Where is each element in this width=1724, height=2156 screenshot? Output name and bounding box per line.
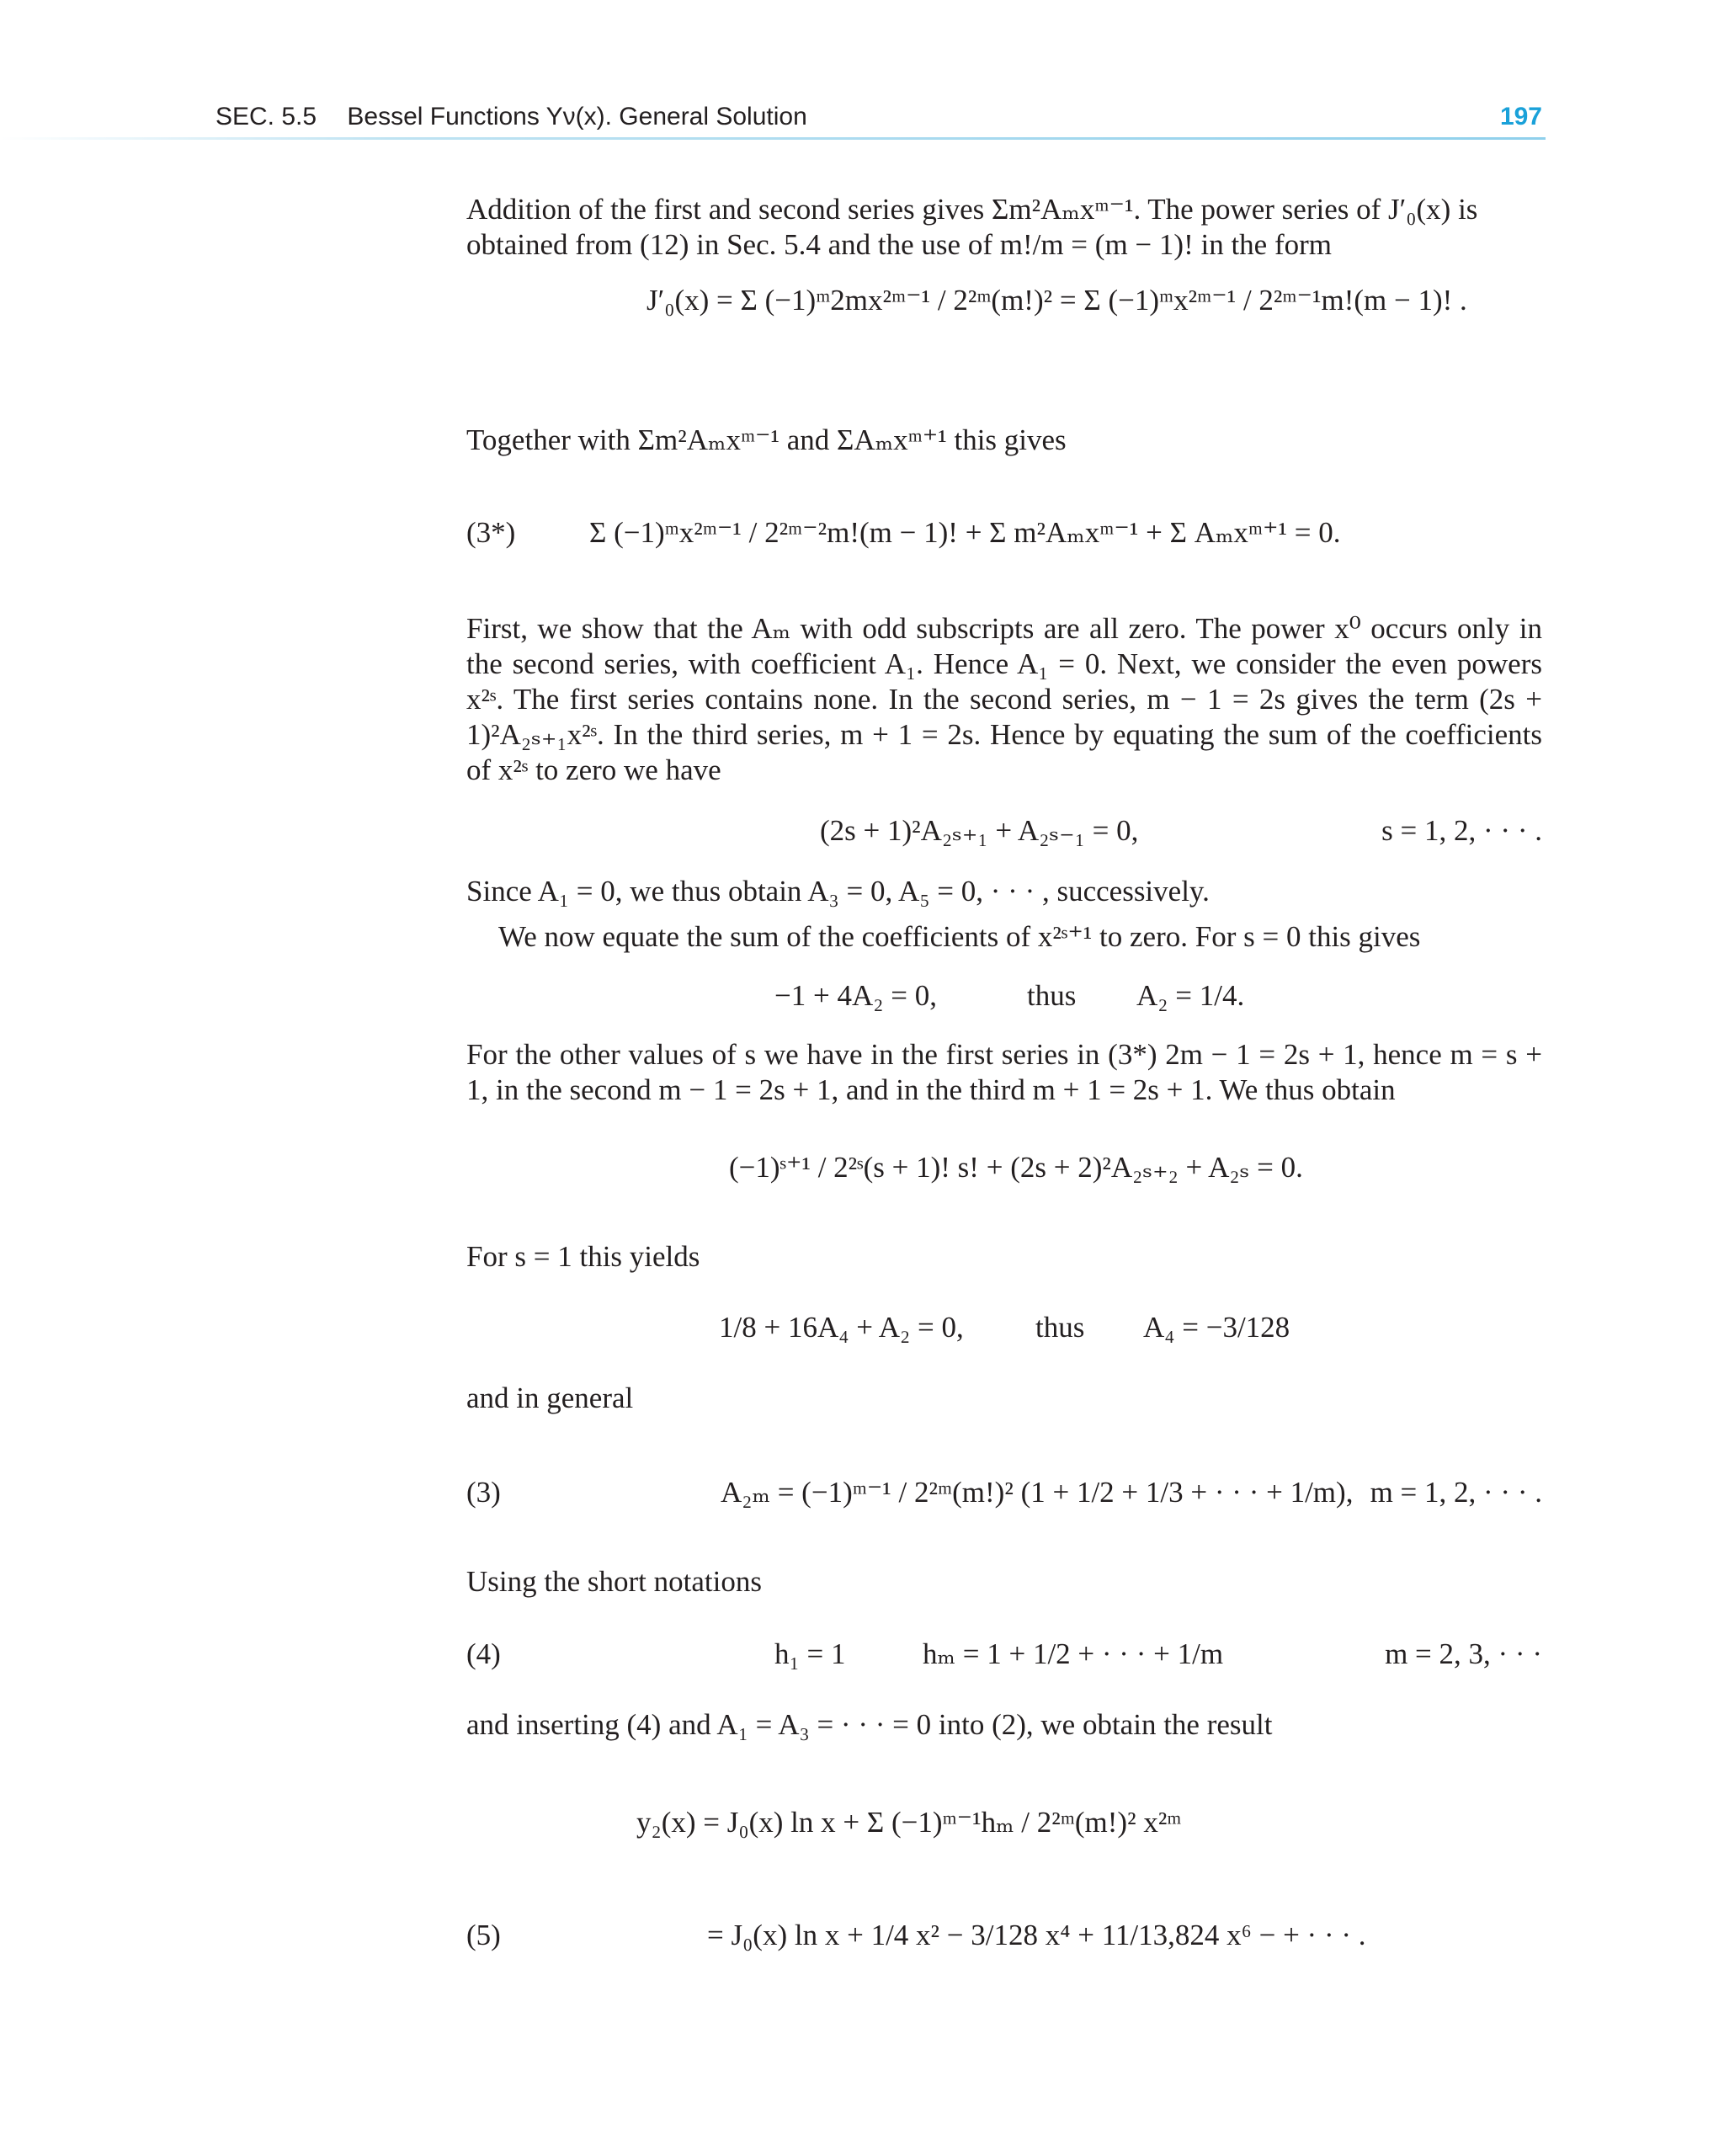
paragraph-other-values: For the other values of s we have in the first series in (3*) 2m − 1 = 2s + 1, hence m = s + 1, in the second m − 1 = 2s + 1, and in the third m + 1 = 2s + 1. We thus obtain <box>466 1038 1542 1106</box>
page-number: 197 <box>1499 103 1542 130</box>
paragraph-intro-line1: Addition of the first and second series gives Σm²Aₘxᵐ⁻¹. The power series of J′₀(x) is <box>466 193 1478 226</box>
paragraph-odd-subscripts: First, we show that the Aₘ with odd subscripts are all zero. The power x⁰ occurs only in the second series, with coefficient A₁. Hence A₁ = 0. Next, we consider the even powers x²ˢ. The first series contains none. In the second series, m − 1 = 2s gives the term (2s + 1)²A₂ₛ₊₁x²ˢ. In the third series, m + 1 = 2s. Hence by equating the sum of the coefficients of x²ˢ to zero we have <box>466 612 1542 786</box>
equation-label-5: (5) <box>466 1919 501 1951</box>
paragraph-s-equals-1: For s = 1 this yields <box>466 1240 700 1273</box>
equation-label-4: (4) <box>466 1637 501 1670</box>
equation-a2: −1 + 4A₂ = 0, <box>774 979 937 1012</box>
section-title: Bessel Functions Yν(x). General Solution <box>347 103 807 130</box>
equation-a2-result: A₂ = 1/4. <box>1136 979 1245 1012</box>
equation-5-line1: y₂(x) = J₀(x) ln x + Σ (−1)ᵐ⁻¹hₘ / 2²ᵐ(m!)² x²ᵐ <box>636 1806 1182 1839</box>
paragraph-intro <box>466 192 1542 263</box>
equation-even-range: s = 1, 2, · · · . <box>1381 814 1542 847</box>
paragraph-intro-line2: obtained from (12) in Sec. 5.4 and the use of m!/m = (m − 1)! in the form <box>466 228 1332 261</box>
running-header <box>216 103 807 131</box>
equation-even-powers: (2s + 1)²A₂ₛ₊₁ + A₂ₛ₋₁ = 0, <box>820 814 1139 847</box>
equation-a4: 1/8 + 16A₄ + A₂ = 0, <box>719 1311 964 1344</box>
equation-4-range: m = 2, 3, · · · <box>1385 1637 1542 1670</box>
equation-3star: Σ (−1)ᵐx²ᵐ⁻¹ / 2²ᵐ⁻²m!(m − 1)! + Σ m²Aₘxᵐ⁻¹ + Σ Aₘxᵐ⁺¹ = 0. <box>589 516 1341 549</box>
paragraph-since: Since A₁ = 0, we thus obtain A₃ = 0, A₅ = 0, · · · , successively. <box>466 875 1210 908</box>
equation-4-hm: hₘ = 1 + 1/2 + · · · + 1/m <box>923 1637 1224 1670</box>
equation-a2-thus: thus <box>1027 979 1077 1012</box>
paragraph-odd-coeffs: We now equate the sum of the coefficients of x²ˢ⁺¹ to zero. For s = 0 this gives <box>498 920 1421 953</box>
section-number: SEC. 5.5 <box>216 103 317 130</box>
equation-recursion: (−1)ˢ⁺¹ / 2²ˢ(s + 1)! s! + (2s + 2)²A₂ₛ₊₂ + A₂ₛ = 0. <box>729 1151 1303 1184</box>
equation-5-line2: = J₀(x) ln x + 1/4 x² − 3/128 x⁴ + 11/13,824 x⁶ − + · · · . <box>707 1919 1366 1951</box>
equation-4-h1: h₁ = 1 <box>774 1637 846 1670</box>
equation-a4-result: A₄ = −3/128 <box>1143 1311 1290 1344</box>
paragraph-together: Together with Σm²Aₘxᵐ⁻¹ and ΣAₘxᵐ⁺¹ this gives <box>466 423 1067 456</box>
header-rule <box>0 137 1546 140</box>
paragraph-short-notations: Using the short notations <box>466 1565 762 1598</box>
equation-3: A₂ₘ = (−1)ᵐ⁻¹ / 2²ᵐ(m!)² (1 + 1/2 + 1/3 + · · · + 1/m), <box>721 1476 1354 1509</box>
paragraph-general: and in general <box>466 1381 634 1414</box>
equation-a4-thus: thus <box>1035 1311 1085 1344</box>
equation-j0-prime: J′₀(x) = Σ (−1)ᵐ2mx²ᵐ⁻¹ / 2²ᵐ(m!)² = Σ (−1)ᵐx²ᵐ⁻¹ / 2²ᵐ⁻¹m!(m − 1)! . <box>646 284 1467 317</box>
equation-label-3: (3) <box>466 1476 501 1509</box>
equation-3-range: m = 1, 2, · · · . <box>1370 1476 1542 1509</box>
paragraph-inserting: and inserting (4) and A₁ = A₃ = · · · = 0 into (2), we obtain the result <box>466 1708 1273 1741</box>
equation-label-3star: (3*) <box>466 516 516 549</box>
